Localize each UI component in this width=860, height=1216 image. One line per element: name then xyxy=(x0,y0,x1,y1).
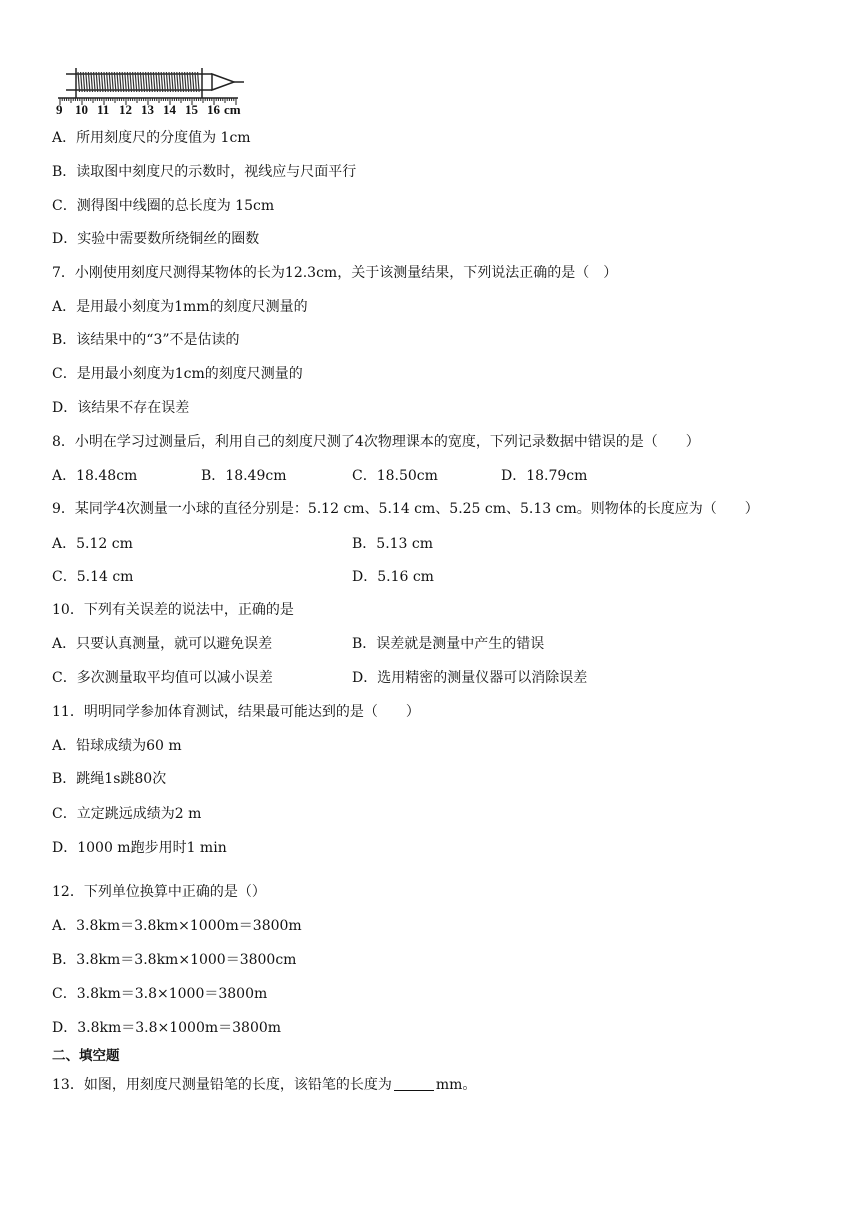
coil-wrap xyxy=(187,72,189,92)
ruler-label-15: 15 xyxy=(185,102,198,117)
q12-option-d: D．3.8km＝3.8×1000m＝3800m xyxy=(52,1020,282,1036)
ruler-unit: cm xyxy=(224,102,241,117)
coil-wrap xyxy=(172,72,174,92)
q11-option-a: A．铅球成绩为60 m xyxy=(52,738,182,754)
ruler-label-13: 13 xyxy=(141,102,154,117)
q6-option-d: D．实验中需要数所绕铜丝的圈数 xyxy=(52,231,260,247)
q8-option-b: B．18.49cm xyxy=(201,468,287,484)
q10-option-d: D．选用精密的测量仪器可以消除误差 xyxy=(352,670,588,686)
coil-wrap xyxy=(138,72,140,92)
coil-wrap xyxy=(78,72,80,92)
coil-wrap xyxy=(91,72,93,92)
q9-stem: 9．某同学4次测量一小球的直径分别是：5.12 cm、5.14 cm、5.25 cm、5.13 cm。则物体的长度应为（ ） xyxy=(52,501,759,517)
ruler-label-12: 12 xyxy=(119,102,132,117)
coil-wrap xyxy=(166,72,168,92)
coil-wrap xyxy=(114,72,116,92)
q13-answer-blank xyxy=(394,1076,434,1091)
q11-stem: 11．明明同学参加体育测试，结果最可能达到的是（ ） xyxy=(52,704,420,720)
coil-wrap xyxy=(86,72,88,92)
coil-wrap xyxy=(140,72,142,92)
coil-wrap xyxy=(122,72,124,92)
coil-wrap xyxy=(101,72,103,92)
coil-wrap xyxy=(148,72,150,92)
ruler-coil-figure xyxy=(52,42,252,117)
ruler-label-11: 11 xyxy=(97,102,110,117)
coil-wrap xyxy=(146,72,148,92)
q9-option-b: B．5.13 cm xyxy=(352,536,434,552)
coil-wrap xyxy=(88,72,90,92)
coil-wrap xyxy=(127,72,128,92)
coil-wrap xyxy=(151,72,153,92)
ruler-label-9: 9 xyxy=(56,102,63,117)
coil-wrap xyxy=(125,72,127,92)
coil-wrap xyxy=(198,72,200,92)
q7-option-d: D．该结果不存在误差 xyxy=(52,400,190,416)
coil-wrap xyxy=(164,72,166,92)
q7-option-c: C．是用最小刻度为1cm的刻度尺测量的 xyxy=(52,366,303,382)
coil-wrap xyxy=(135,72,137,92)
coil-wrap xyxy=(159,72,161,92)
coil-wrap xyxy=(177,72,179,92)
q12-option-a: A．3.8km＝3.8km×1000m＝3800m xyxy=(52,918,302,934)
coil-wrap xyxy=(143,72,145,92)
coil-wrap xyxy=(104,72,106,92)
coil-wrap xyxy=(133,72,135,92)
ruler-label-16: 16 xyxy=(207,102,220,117)
coil-wrap xyxy=(117,72,119,92)
ruler-label-10: 10 xyxy=(75,102,88,117)
coil-wrap xyxy=(161,72,163,92)
coil-wrap xyxy=(156,72,158,92)
q10-option-a: A．只要认真测量，就可以避免误差 xyxy=(52,636,273,652)
q11-option-c: C．立定跳远成绩为2 m xyxy=(52,806,202,822)
q13-stem xyxy=(52,1075,476,1095)
coil-wrap xyxy=(120,72,122,92)
section-heading-fill-in: 二、填空题 xyxy=(52,1048,120,1064)
q6-option-a: A．所用刻度尺的分度值为 1cm xyxy=(52,130,251,146)
coil-wrap xyxy=(96,72,98,92)
q11-option-d: D．1000 m跑步用时1 min xyxy=(52,840,227,856)
q7-stem: 7．小刚使用刻度尺测得某物体的长为12.3cm，关于该测量结果，下列说法正确的是（ ） xyxy=(52,265,618,281)
q8-option-d: D．18.79cm xyxy=(501,468,588,484)
coil-wrap xyxy=(179,72,181,92)
coil-wrap xyxy=(153,72,155,92)
q6-option-c: C．测得图中线圈的总长度为 15cm xyxy=(52,198,275,214)
q7-option-b: B．该结果中的“3”不是估读的 xyxy=(52,332,240,348)
coil-wrap xyxy=(109,72,111,92)
q9-option-d: D．5.16 cm xyxy=(352,569,434,585)
coil-wrap xyxy=(185,72,187,92)
q12-stem: 12．下列单位换算中正确的是（） xyxy=(52,884,266,900)
coil-wrap xyxy=(169,72,171,92)
coil-wrap xyxy=(182,72,184,92)
q6-option-b: B．读取图中刻度尺的示数时，视线应与尺面平行 xyxy=(52,164,357,180)
coil-wrap xyxy=(81,72,83,92)
coil-wrap xyxy=(195,72,197,92)
coil-wrap xyxy=(112,72,114,92)
q8-stem: 8．小明在学习过测量后，利用自己的刻度尺测了4次物理课本的宽度，下列记录数据中错误的是（ ） xyxy=(52,434,700,450)
coil-wrap xyxy=(190,72,192,92)
q10-stem: 10．下列有关误差的说法中，正确的是 xyxy=(52,602,294,618)
q13-stem-unit: mm。 xyxy=(435,1077,477,1093)
q10-option-b: B．误差就是测量中产生的错误 xyxy=(352,636,545,652)
q8-option-c: C．18.50cm xyxy=(352,468,438,484)
q8-option-a: A．18.48cm xyxy=(52,468,138,484)
q9-option-c: C．5.14 cm xyxy=(52,569,134,585)
coil-wrap xyxy=(94,72,96,92)
coil-wrap xyxy=(99,72,101,92)
coil-wrap xyxy=(174,72,176,92)
q13-stem-text: 13．如图，用刻度尺测量铅笔的长度，该铅笔的长度为 xyxy=(52,1077,392,1093)
coil-wrap xyxy=(107,72,109,92)
coil-wrap xyxy=(83,72,85,92)
q12-option-c: C．3.8km＝3.8×1000＝3800m xyxy=(52,986,268,1002)
q7-option-a: A．是用最小刻度为1mm的刻度尺测量的 xyxy=(52,299,308,315)
ruler-label-14: 14 xyxy=(163,102,176,117)
q12-option-b: B．3.8km＝3.8km×1000＝3800cm xyxy=(52,952,297,968)
coil-wrap xyxy=(192,72,194,92)
q11-option-b: B．跳绳1s跳80次 xyxy=(52,771,167,787)
q10-option-c: C．多次测量取平均值可以减小误差 xyxy=(52,670,273,686)
coil-wrap xyxy=(130,72,132,92)
q9-option-a: A．5.12 cm xyxy=(52,536,133,552)
